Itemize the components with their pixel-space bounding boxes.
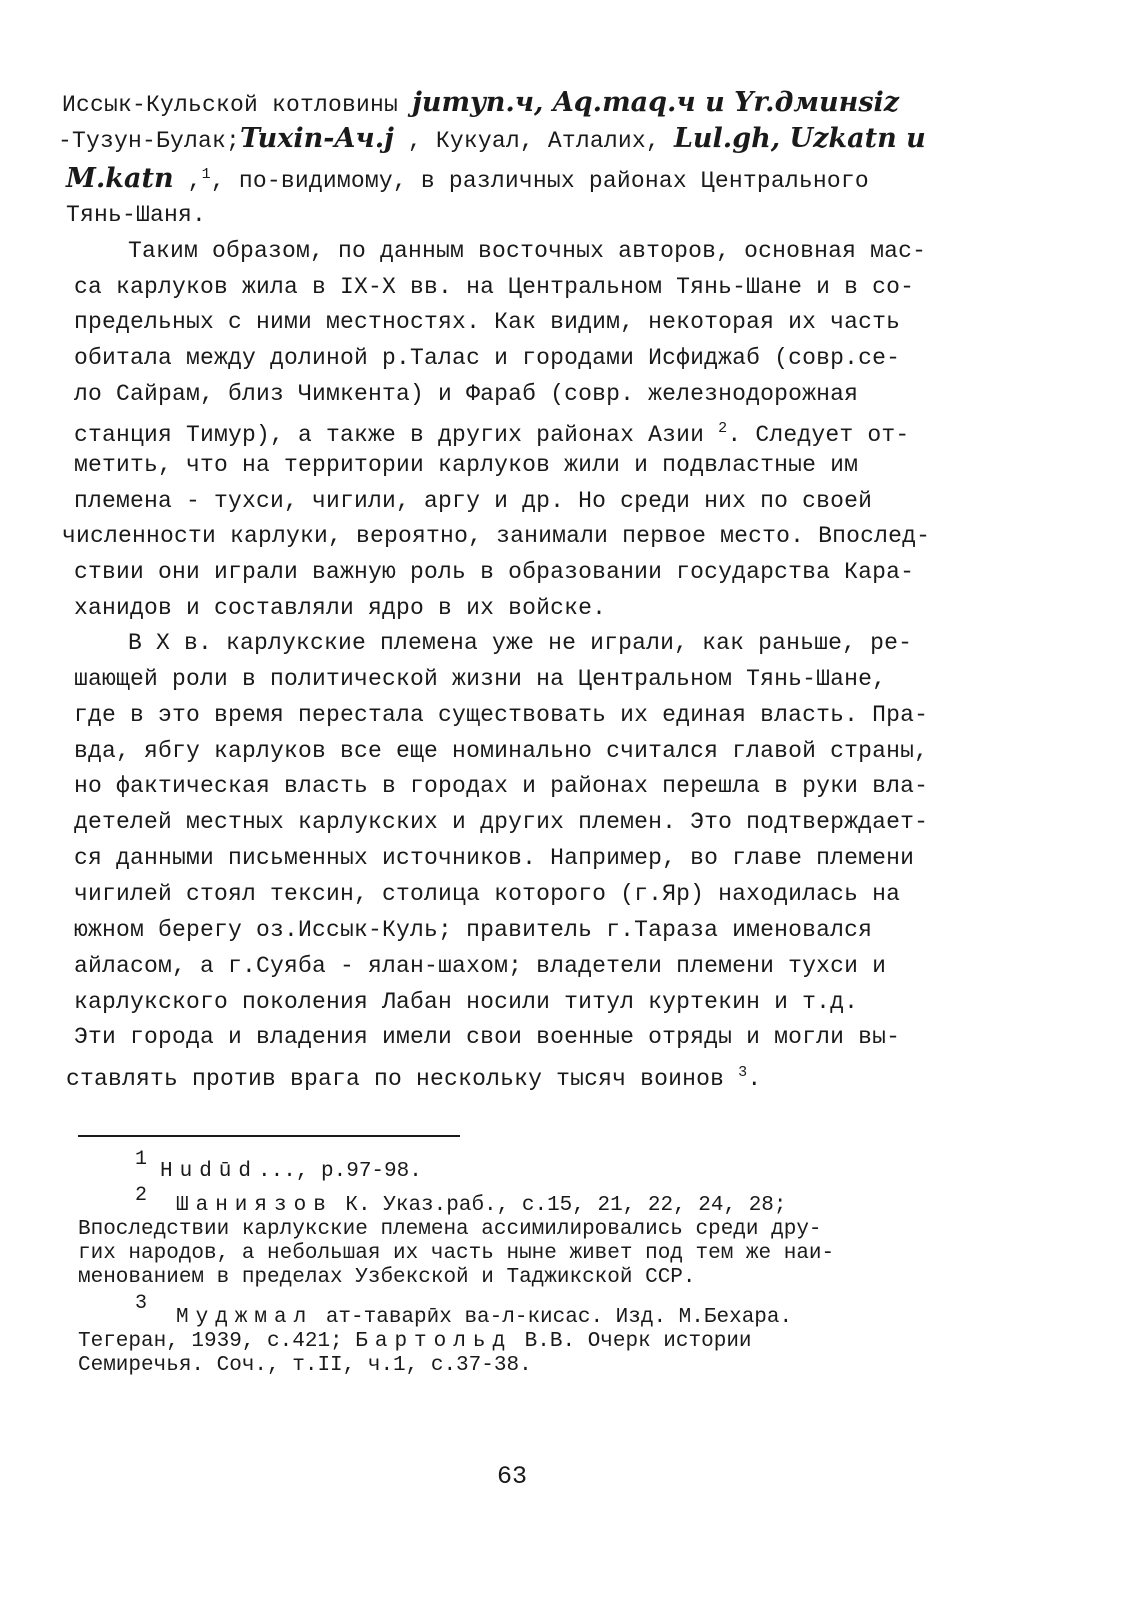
body-line-4: Тянь-Шаня. [66, 202, 207, 228]
paragraph-3-line: Эти города и владения имели свои военные отряды и могли вы- [74, 1024, 901, 1050]
paragraph-3-line: карлукского поколения Лабан носили титул куртекин и т.д. [74, 989, 859, 1015]
typed-text: , Кукуал, Атлалих, [393, 128, 674, 154]
footnote-divider [78, 1135, 460, 1137]
typed-text: . [747, 1066, 762, 1092]
paragraph-2-line: племена - тухси, чигили, аргу и др. Но среди них по своей [74, 488, 873, 514]
handwritten-text: jumyn.ч, Aq.тaq.ч и Yr.дминsiz [412, 87, 900, 118]
paragraph-3-line: айласом, а г.Суяба - ялан-шахом; владетели племени тухси и [74, 953, 887, 979]
paragraph-3-line: вда, ябгу карлуков все еще номинально считался главой страны, [74, 738, 929, 764]
footnote-text: ат-таварӣх ва-л-кисас. Изд. М.Бехара. [313, 1306, 793, 1329]
paragraph-2-line: метить, что на территории карлуков жили и подвластные им [74, 452, 859, 478]
footnote-author: Шаниязов [176, 1194, 333, 1217]
paragraph-3-line: шающей роли в политической жизни на Центральном Тянь-Шане, [74, 666, 887, 692]
footnote-ref-3: 3 [738, 1064, 748, 1081]
typed-text: Иссык-Кульской котловины [62, 92, 413, 118]
footnote-author: Hudūd [160, 1160, 259, 1183]
footnote-text: Тегеран, 1939, с.421; [78, 1330, 356, 1353]
paragraph-3-line: южном берегу оз.Иссык-Куль; правитель г.Тараза именовался [74, 917, 873, 943]
footnote-3-line-2 [78, 1330, 752, 1354]
paragraph-2-line: ханидов и составляли ядро в их войске. [74, 595, 607, 621]
paragraph-3-line: чигилей стоял тексин, столица которого (г.Яр) находилась на [74, 881, 901, 907]
footnote-2-line-3: гих народов, а небольшая их часть ныне живет под тем же наи- [78, 1242, 835, 1265]
typed-text: станция Тимур), а также в других районах Азии [74, 422, 705, 448]
paragraph-2-line: обитала между долиной р.Талас и городами Исфиджаб (совр.се- [74, 345, 901, 371]
paragraph-2-line: Таким образом, по данным восточных авторов, основная мас- [128, 238, 927, 264]
footnote-ref-1: 1 [201, 166, 211, 183]
paragraph-3-line: но фактическая власть в городах и районах перешла в руки вла- [74, 773, 929, 799]
footnote-3-line-1 [176, 1306, 792, 1330]
handwritten-text: M.katn [66, 163, 174, 194]
handwritten-text: Tuxin-Aч.j [240, 123, 394, 154]
typed-text: ставлять против врага по нескольку тысяч воинов [66, 1066, 725, 1092]
paragraph-2-line: численности карлуки, вероятно, занимали первое место. Впослед- [62, 523, 931, 549]
paragraph-2-line: предельных с ними местностях. Как видим, некоторая их часть [74, 309, 901, 335]
paragraph-3-line: ся данными письменных источников. Например, во главе племени [74, 845, 915, 871]
typed-text: . Следует от- [727, 422, 910, 448]
footnote-text: К. Указ.раб., с.15, 21, 22, 24, 28; [332, 1194, 787, 1217]
paragraph-2-line: ствии они играли важную роль в образовании государства Кара- [74, 559, 915, 585]
body-line-3 [66, 160, 869, 196]
footnote-author: Муджмал [176, 1306, 314, 1329]
footnote-ref-2: 2 [718, 420, 728, 437]
typed-text: , по-видимому, в различных районах Центрального [210, 168, 869, 194]
footnote-1-mark: 1 [135, 1148, 148, 1171]
footnote-3-mark: 3 [135, 1292, 148, 1315]
footnote-author: Бартольд [355, 1330, 513, 1353]
paragraph-3-line: детелей местных карлукских и других племен. Это подтверждает- [74, 809, 929, 835]
footnote-1 [160, 1160, 422, 1184]
footnote-2-mark: 2 [135, 1184, 148, 1207]
body-line-1 [62, 88, 899, 120]
page-number: 63 [497, 1462, 528, 1491]
paragraph-2-line: ло Сайрам, близ Чимкента) и Фараб (совр. железнодорожная [74, 381, 859, 407]
footnote-2-line-1 [176, 1194, 787, 1218]
typed-text: , [173, 168, 202, 194]
paragraph-3-line: В X в. карлукские племена уже не играли, как раньше, ре- [128, 630, 913, 656]
paragraph-2-line: са карлуков жила в IX-X вв. на Центральном Тянь-Шане и в со- [74, 274, 915, 300]
paragraph-3-line: где в это время перестала существовать их единая власть. Пра- [74, 702, 929, 728]
footnote-3-line-3: Семиречья. Соч., т.II, ч.1, с.37-38. [78, 1354, 532, 1377]
footnote-text: В.В. Очерк истории [512, 1330, 752, 1353]
paragraph-3-line [66, 1058, 761, 1094]
footnote-text: ..., p.97-98. [258, 1160, 422, 1183]
footnote-2-line-4: менованием в пределах Узбекской и Таджикской ССР. [78, 1266, 696, 1289]
typed-text: -Тузун-Булак; [58, 128, 241, 154]
handwritten-text: Lul.gh, Uzkatn и [673, 123, 926, 154]
body-line-2 [58, 124, 926, 156]
footnote-2-line-2: Впоследствии карлукские племена ассимилировались среди дру- [78, 1218, 822, 1241]
paragraph-2-line [74, 414, 909, 450]
